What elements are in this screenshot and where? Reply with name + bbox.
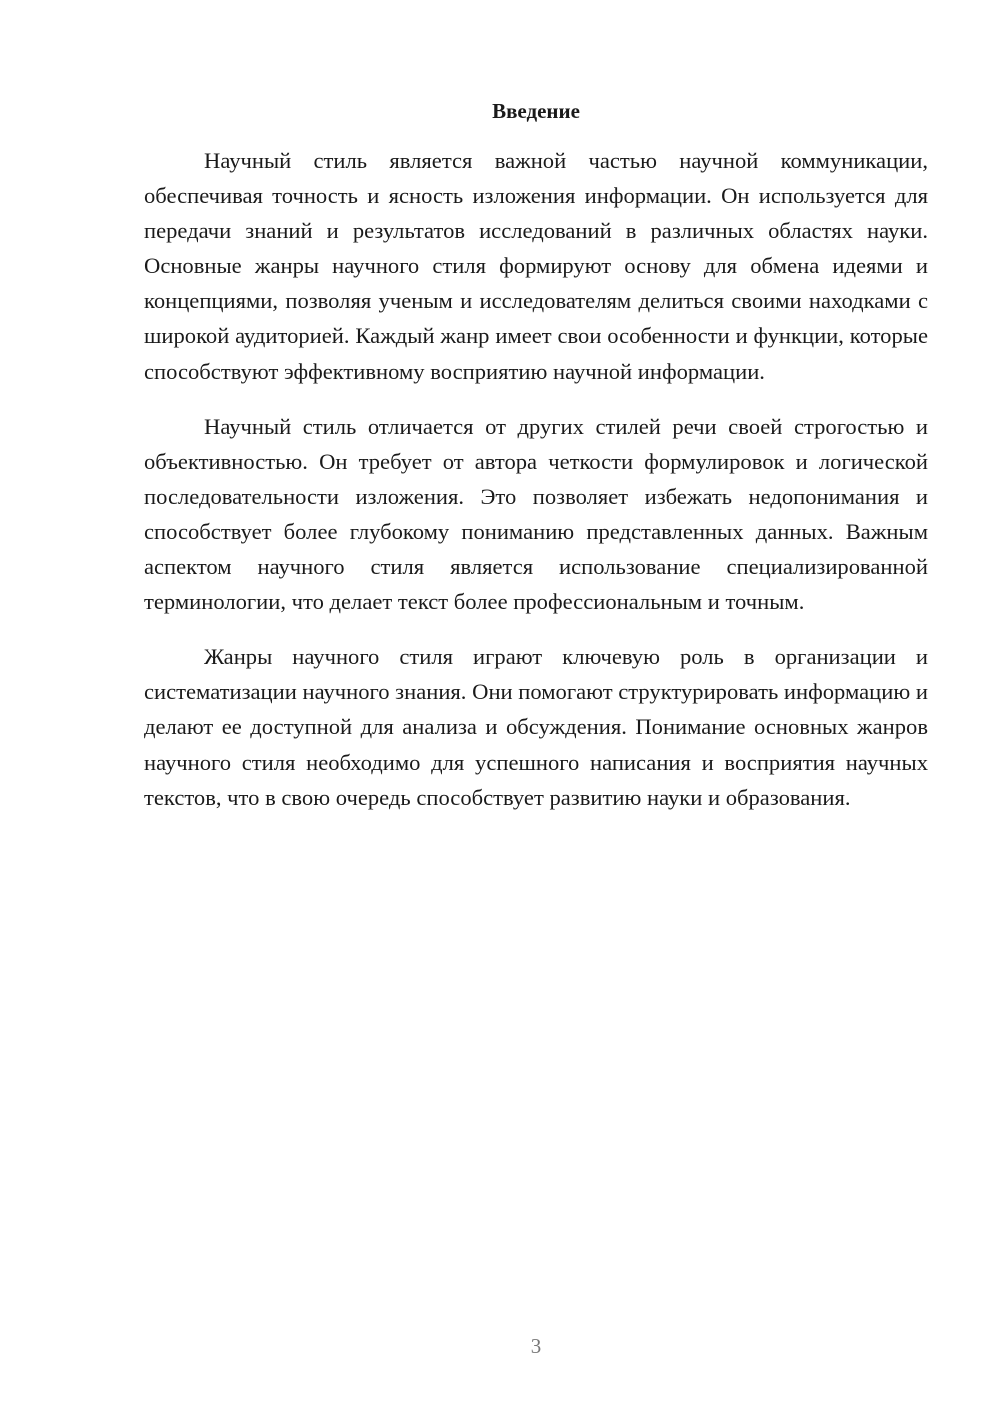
- paragraph: Научный стиль отличается от других стилей речи своей строгостью и объективностью. Он требует от автора четкости формулировок и логической последовательности изложения. Это позволяет избежать недопонимания и способствует более глубокому пониманию представленных данных. Важным аспектом научного стиля является использование специализированной терминологии, что делает текст более профессиональным и точным.: [144, 413, 928, 615]
- paragraph: Жанры научного стиля играют ключевую роль в организации и систематизации научного знания. Они помогают структурировать информацию и делают ее доступной для анализа и обсуждения. Понимание основных жанров научного стиля необходимо для успешного написания и восприятия научных текстов, что в свою очередь способствует развитию науки и образования.: [144, 644, 928, 810]
- page-number: 3: [530, 1334, 542, 1358]
- body-text: [144, 143, 928, 835]
- paragraph: Научный стиль является важной частью научной коммуникации, обеспечивая точность и ясность изложения информации. Он используется для передачи знаний и результатов исследований в различных областях науки. Основные жанры научного стиля формируют основу для обмена идеями и концепциями, позволяя ученым и исследователям делиться своими находками с широкой аудиторией. Каждый жанр имеет свои особенности и функции, которые способствуют эффективному восприятию научной информации.: [144, 148, 928, 384]
- section-title: Введение: [492, 99, 580, 123]
